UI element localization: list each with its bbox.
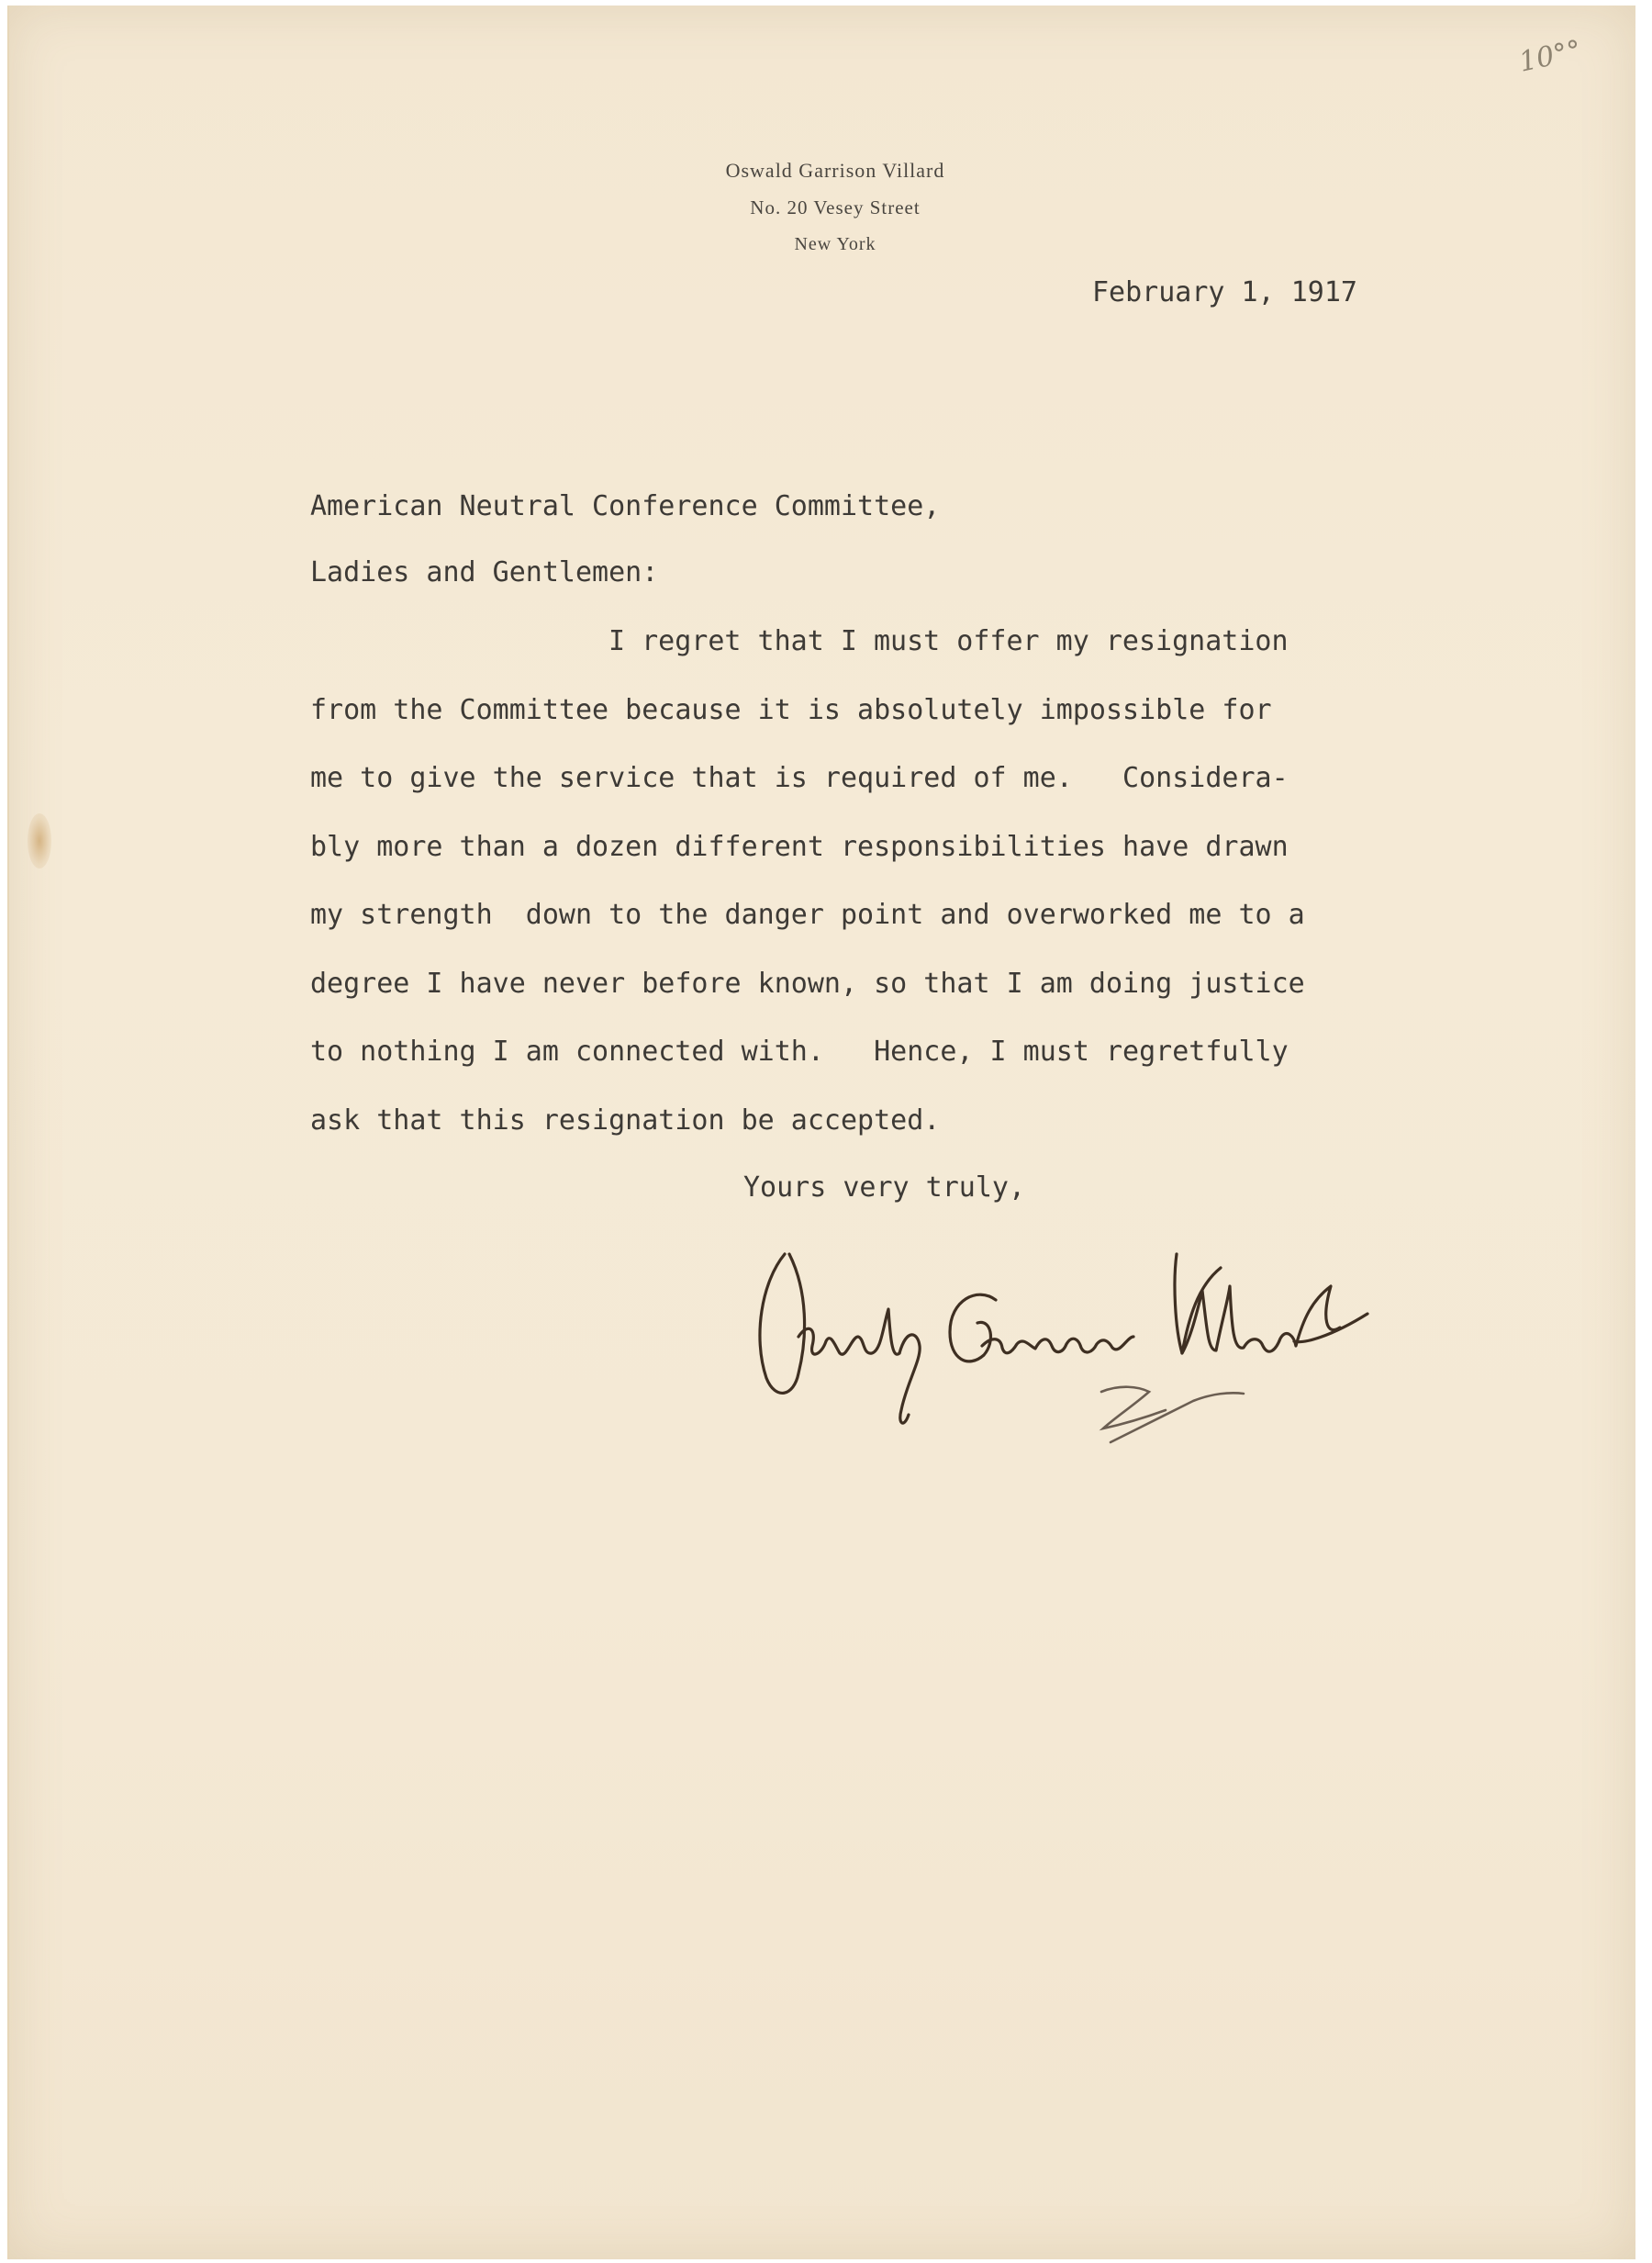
body-line: I regret that I must offer my resignation [608, 625, 1289, 657]
handwritten-initials [1083, 1373, 1267, 1456]
addressee: American Neutral Conference Committee, [310, 490, 941, 522]
closing: Yours very truly, [743, 1171, 1026, 1204]
body-line: my strength down to the danger point and overworked me to a [310, 899, 1305, 931]
pencil-price-note: 10°° [1516, 34, 1585, 79]
letter-date: February 1, 1917 [1092, 276, 1357, 308]
letter-sheet [7, 6, 1635, 2259]
body-line: bly more than a dozen different responsibilities have drawn [310, 830, 1289, 863]
body-line: degree I have never before known, so that I am doing justice [310, 967, 1305, 1000]
letterhead-city: New York [794, 234, 876, 254]
salutation: Ladies and Gentlemen: [310, 556, 659, 588]
handwritten-signature [743, 1199, 1386, 1438]
body-line: me to give the service that is required of me. Considera- [310, 762, 1289, 794]
paper-stain [28, 813, 51, 868]
letterhead-name: Oswald Garrison Villard [725, 159, 945, 182]
letterhead-street: No. 20 Vesey Street [750, 196, 921, 218]
letterhead [652, 152, 1019, 263]
body-line: from the Committee because it is absolutely impossible for [310, 693, 1272, 726]
body-line: to nothing I am connected with. Hence, I must regretfully [310, 1036, 1289, 1068]
body-line: ask that this resignation be accepted. [310, 1103, 941, 1137]
letter-body [310, 619, 1485, 1166]
